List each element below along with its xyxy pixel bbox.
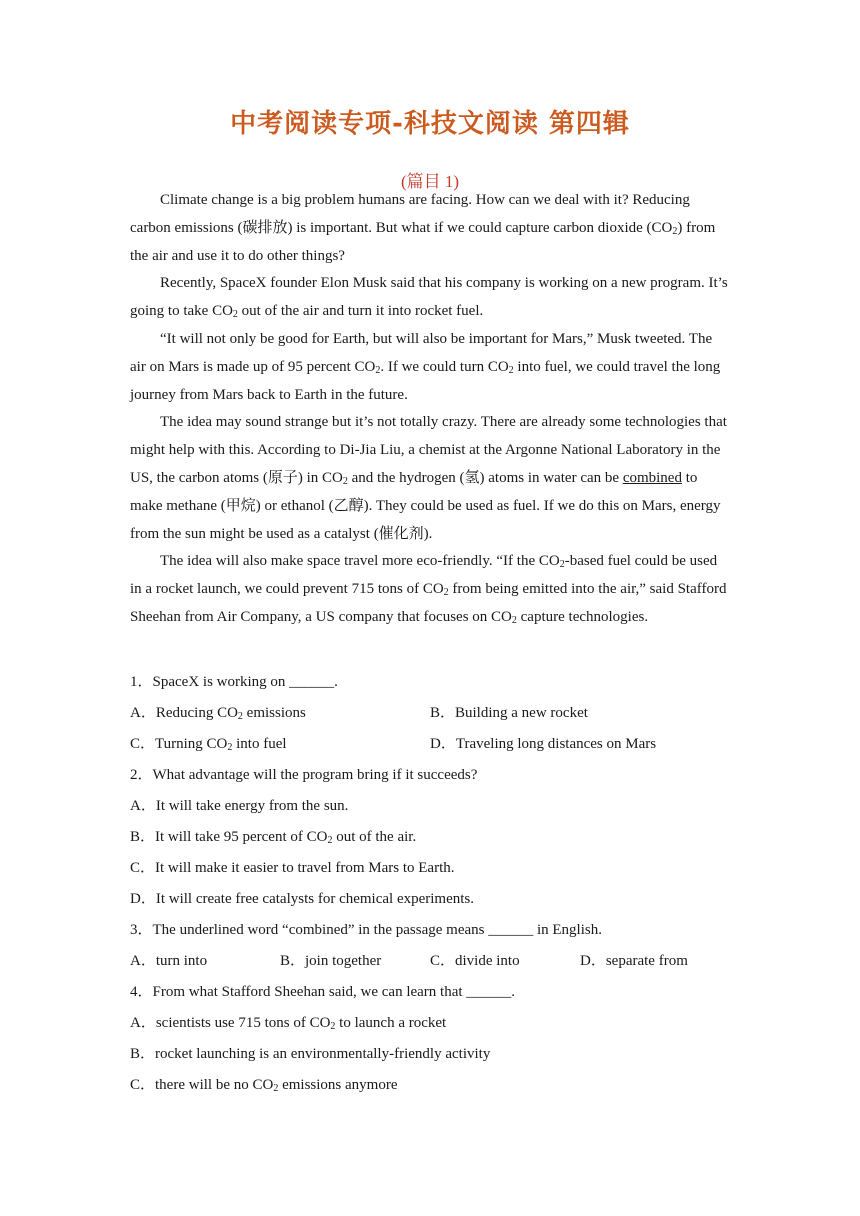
option-c[interactable]: C．It will make it easier to travel from Mars to Earth. [130,860,455,876]
option-d[interactable]: D．Traveling long distances on Mars [430,736,657,752]
question-stem: 4．From what Stafford Sheehan said, we can learn that ______. [130,984,516,1000]
option-d[interactable]: D．separate from [580,953,688,969]
option-b[interactable]: B．rocket launching is an environmentally-friendly activity [130,1046,491,1062]
paragraph-4: The idea may sound strange but it’s not totally crazy. There are already some technologies that might help with this. According to Di-Jia Liu, a chemist at the Argonne National Laboratory in the US, the carbon atoms (原子) in $CO_2$ and the hydrogen (氢) atoms in water can be combined to make methane (甲烷) or ethanol (乙醇). They could be used as fuel. If we do this on Mars, energy from the sun might be used as a catalyst (催化剂). [130,414,727,542]
paragraph-3: “It will not only be good for Earth, but will also be important for Mars,” Musk tweeted. The air on Mars is made up of 95 percent $CO_2$. If we could turn $CO_2$ into fuel, we could travel the long journey from Mars back to Earth in the future. [130,330,721,403]
option-b[interactable]: B．join together [280,953,382,969]
passage-label: (篇目 1) [400,172,460,191]
option-a[interactable]: A．turn into [130,953,208,969]
page-title: 中考阅读专项-科技文阅读 第四辑 [230,109,630,139]
question-stem: 1．SpaceX is working on ______. [130,674,338,690]
option-c[interactable]: C．Turning $CO_2$ into fuel [130,736,287,753]
option-b[interactable]: B．It will take 95 percent of $CO_2$ out of the air. [130,829,417,846]
option-row [130,946,730,977]
option-a[interactable]: A．It will take energy from the sun. [130,798,349,814]
option-a[interactable]: A．scientists use 715 tons of $CO_2$ to launch a rocket [130,1015,447,1032]
paragraph-1: Climate change is a big problem humans are facing. How can we deal with it? Reducing carbon emissions (碳排放) is important. But what if we could capture carbon dioxide $(CO_2)$ from the air and use it to do other things? [130,192,716,264]
option-c[interactable]: C．there will be no $CO_2$ emissions anymore [130,1077,398,1094]
option-b[interactable]: B．Building a new rocket [430,705,588,721]
question-stem: 3．The underlined word “combined” in the passage means ______ in English. [130,922,602,938]
option-a[interactable]: A．Reducing $CO_2$ emissions [130,705,306,722]
paragraph-5: The idea will also make space travel more eco-friendly. “If the $CO_2$-based fuel could be used in a rocket launch, we could prevent 715 tons of $CO_2$ from being emitted into the air,” said Stafford Sheehan from Air Company, a US company that focuses on $CO_2$ capture technologies. [130,553,727,626]
paragraph-2: Recently, SpaceX founder Elon Musk said that his company is working on a new program. It’s going to take $CO_2$ out of the air and turn it into rocket fuel. [130,275,728,321]
option-row [130,729,730,760]
option-row [130,698,730,729]
underlined-word: combined [622,469,682,486]
question-stem: 2．What advantage will the program bring if it succeeds? [130,767,478,783]
option-d[interactable]: D．It will create free catalysts for chemical experiments. [130,891,475,907]
option-c[interactable]: C．divide into [430,953,520,969]
reading-passage [130,187,730,632]
question-list [130,667,730,1101]
